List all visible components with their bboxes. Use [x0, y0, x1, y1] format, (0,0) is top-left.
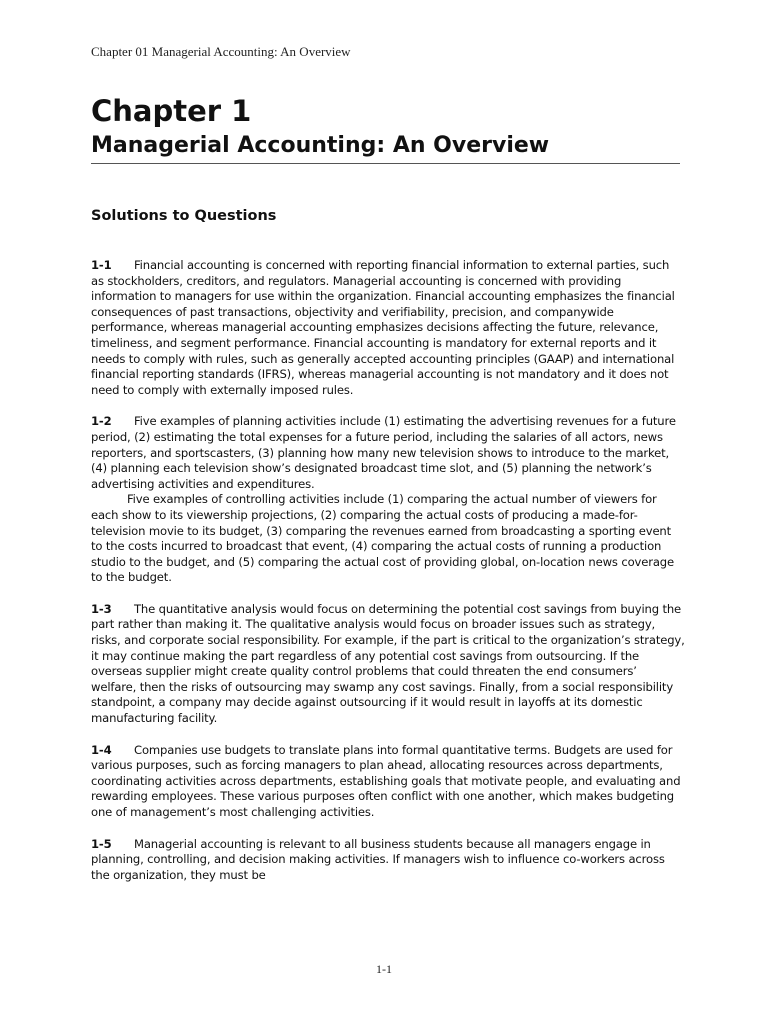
answer-1-1	[91, 258, 685, 398]
answer-1-3	[91, 602, 685, 727]
section-heading: Solutions to Questions	[91, 208, 277, 224]
question-number: 1-3	[91, 601, 112, 616]
question-number: 1-5	[91, 836, 112, 851]
chapter-number: Chapter 1	[91, 94, 252, 128]
answer-1-2	[91, 414, 685, 586]
answer-text: Financial accounting is concerned with reporting financial information to external parties, such as stockholders, creditors, and regulators. Managerial accounting is concerned with providing information to managers for use within the organization. Financial accounting emphasizes the financial consequences of past transactions, objectivity and verifiability, precision, and companywide performance, whereas managerial accounting emphasizes decisions affecting the future, relevance, timeliness, and segment performance. Financial accounting is mandatory for external reports and it needs to comply with rules, such as generally accepted accounting principles (GAAP) and international financial reporting standards (IFRS), whereas managerial accounting is not mandatory and it does not need to comply with externally imposed rules.	[91, 258, 675, 397]
answer-text: Managerial accounting is relevant to all business students because all managers engage in planning, controlling, and decision making activities. If managers wish to influence co-workers across the organization, they must be	[91, 836, 665, 882]
answer-text: Five examples of controlling activities include (1) comparing the actual number of viewers for each show to its viewership projections, (2) comparing the actual costs of producing a made-for-television movie to its budget, (3) comparing the revenues earned from broadcasting a sporting event to the costs incurred to broadcast that event, (4) comparing the actual costs of running a production studio to the budget, and (5) comparing the actual cost of providing global, on-location news coverage to the budget.	[91, 492, 674, 585]
question-number: 1-1	[91, 258, 112, 272]
question-number: 1-2	[91, 414, 112, 429]
question-number: 1-4	[91, 742, 112, 757]
chapter-title: Managerial Accounting: An Overview	[91, 133, 550, 158]
chapter-heading	[91, 94, 680, 164]
running-header: Chapter 01 Managerial Accounting: An Overview	[91, 44, 351, 59]
answer-text: Companies use budgets to translate plans into formal quantitative terms. Budgets are used for various purposes, such as forcing managers to plan ahead, allocating resources across departments, coordinating activities across departments, establishing goals that motivate people, and evaluating and rewarding employees. These various purposes often conflict with one another, which makes budgeting one of management’s most challenging activities.	[91, 742, 681, 819]
answer-text: Five examples of planning activities include (1) estimating the advertising revenues for a future period, (2) estimating the total expenses for a future period, including the salaries of all actors, news reporters, and sportscasters, (3) planning how many new television shows to introduce to the market, (4) planning each television show’s designated broadcast time slot, and (5) planning the network’s advertising activities and expenditures.	[91, 414, 676, 491]
page-number: 1-1	[376, 962, 392, 976]
answers-list	[91, 258, 685, 899]
answer-1-4	[91, 743, 685, 821]
answer-1-5	[91, 837, 685, 884]
answer-text: The quantitative analysis would focus on determining the potential cost savings from buying the part rather than making it. The qualitative analysis would focus on broader issues such as strategy, risks, and corporate social responsibility. For example, if the part is critical to the organization’s strategy, it may continue making the part regardless of any potential cost savings from outsourcing. If the overseas supplier might create quality control problems that could threaten the end consumers’ welfare, then the risks of outsourcing may swamp any cost savings. Finally, from a social responsibility standpoint, a company may decide against outsourcing if it would result in layoffs at its domestic manufacturing facility.	[91, 601, 685, 726]
